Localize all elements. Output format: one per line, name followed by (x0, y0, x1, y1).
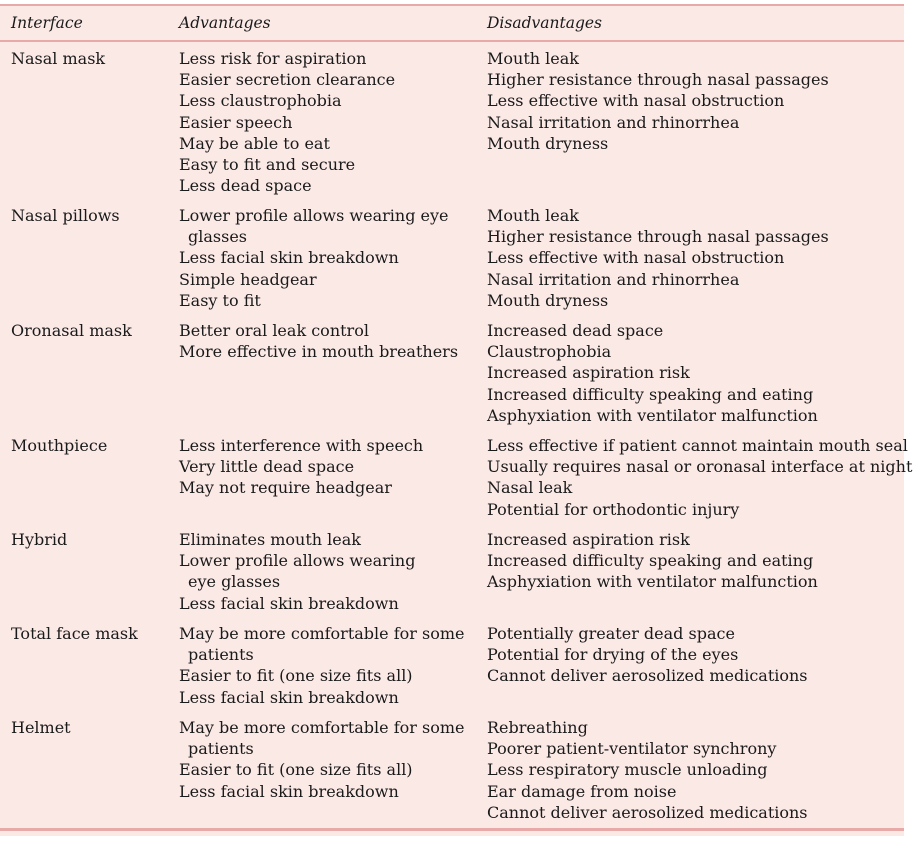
interface-cell: Total face mask (11, 624, 138, 643)
interface-cell: Nasal pillows (11, 206, 120, 225)
advantage-line: Lower profile allows wearing eye (179, 206, 449, 225)
header-rule (0, 40, 904, 42)
advantages-cell (179, 48, 479, 196)
advantage-line: glasses (188, 227, 247, 247)
advantage-line: Less facial skin breakdown (179, 248, 399, 268)
disadvantage-line: Increased difficulty speaking and eating (487, 551, 814, 571)
advantage-line: eye glasses (188, 572, 281, 592)
disadvantage-line: Rebreathing (487, 718, 588, 737)
disadvantage-line: Potential for orthodontic injury (487, 499, 740, 519)
advantage-line: Less facial skin breakdown (179, 781, 399, 801)
disadvantage-line: Less effective if patient cannot maintain mouth seal (487, 436, 908, 455)
disadvantage-line: Asphyxiation with ventilator malfunction (487, 405, 818, 425)
interface-cell: Nasal mask (11, 49, 106, 68)
advantage-line: Eliminates mouth leak (179, 530, 361, 549)
advantage-line: Less interference with speech (179, 436, 424, 455)
disadvantage-line: Potential for drying of the eyes (487, 645, 739, 665)
advantages-cell (179, 623, 479, 708)
advantage-line: Easier speech (179, 112, 293, 132)
disadvantage-line: Higher resistance through nasal passages (487, 70, 829, 90)
disadvantage-line: Nasal irritation and rhinorrhea (487, 112, 740, 132)
disadvantages-cell (487, 623, 902, 687)
disadvantage-line: Less respiratory muscle unloading (487, 760, 768, 780)
disadvantages-cell (487, 320, 902, 426)
advantage-line: Very little dead space (179, 457, 355, 477)
header-interface: Interface (11, 14, 83, 32)
advantages-cell (179, 529, 479, 614)
disadvantages-cell (487, 205, 902, 311)
advantages-cell (179, 320, 479, 362)
top-rule (0, 4, 904, 6)
advantage-line: Less dead space (179, 176, 312, 196)
disadvantage-line: Higher resistance through nasal passages (487, 227, 829, 247)
disadvantage-line: Less effective with nasal obstruction (487, 248, 785, 268)
advantage-line: Easier secretion clearance (179, 70, 396, 90)
advantage-line: Less facial skin breakdown (179, 687, 399, 707)
disadvantage-line: Cannot deliver aerosolized medications (487, 666, 808, 686)
disadvantage-line: Asphyxiation with ventilator malfunction (487, 572, 818, 592)
advantages-cell (179, 435, 479, 499)
disadvantages-cell (487, 529, 902, 593)
disadvantage-line: Less effective with nasal obstruction (487, 91, 785, 111)
advantage-line: Easier to fit (one size fits all) (179, 666, 413, 686)
advantage-line: Easier to fit (one size fits all) (179, 760, 413, 780)
disadvantages-cell (487, 48, 902, 154)
bottom-rule (0, 828, 904, 831)
interface-cell: Helmet (11, 718, 71, 737)
disadvantage-line: Potentially greater dead space (487, 624, 735, 643)
interface-cell: Hybrid (11, 530, 68, 549)
advantage-line: patients (188, 739, 254, 759)
advantages-cell (179, 205, 479, 311)
advantage-line: Lower profile allows wearing (179, 551, 416, 571)
disadvantage-line: Usually requires nasal or oronasal interface at night (487, 457, 913, 477)
advantage-line: Simple headgear (179, 269, 317, 289)
disadvantage-line: Mouth dryness (487, 290, 609, 310)
disadvantages-cell (487, 435, 913, 520)
advantage-line: Less risk for aspiration (179, 49, 367, 68)
advantage-line: May be more comfortable for some (179, 624, 465, 643)
advantages-cell (179, 717, 479, 802)
disadvantage-line: Increased dead space (487, 321, 664, 340)
advantage-line: May not require headgear (179, 478, 392, 498)
disadvantage-line: Poorer patient-ventilator synchrony (487, 739, 777, 759)
disadvantage-line: Increased aspiration risk (487, 363, 690, 383)
advantage-line: Better oral leak control (179, 321, 369, 340)
advantage-line: More effective in mouth breathers (179, 342, 459, 362)
advantage-line: Easy to fit and secure (179, 155, 356, 175)
advantage-line: Less claustrophobia (179, 91, 342, 111)
advantage-line: Less facial skin breakdown (179, 593, 399, 613)
disadvantage-line: Mouth dryness (487, 133, 609, 153)
disadvantage-line: Nasal leak (487, 478, 573, 498)
interface-cell: Oronasal mask (11, 321, 132, 340)
disadvantage-line: Nasal irritation and rhinorrhea (487, 269, 740, 289)
header-advantages: Advantages (179, 14, 271, 32)
table-header (0, 14, 904, 36)
interface-cell: Mouthpiece (11, 436, 108, 455)
disadvantage-line: Mouth leak (487, 206, 579, 225)
advantage-line: patients (188, 645, 254, 665)
disadvantage-line: Increased aspiration risk (487, 530, 690, 549)
disadvantage-line: Claustrophobia (487, 342, 612, 362)
header-disadvantages: Disadvantages (487, 14, 603, 32)
disadvantages-cell (487, 717, 902, 823)
disadvantage-line: Mouth leak (487, 49, 579, 68)
advantage-line: May be able to eat (179, 133, 330, 153)
advantage-line: Easy to fit (179, 290, 261, 310)
advantage-line: May be more comfortable for some (179, 718, 465, 737)
disadvantage-line: Ear damage from noise (487, 781, 677, 801)
disadvantage-line: Increased difficulty speaking and eating (487, 384, 814, 404)
disadvantage-line: Cannot deliver aerosolized medications (487, 802, 808, 822)
